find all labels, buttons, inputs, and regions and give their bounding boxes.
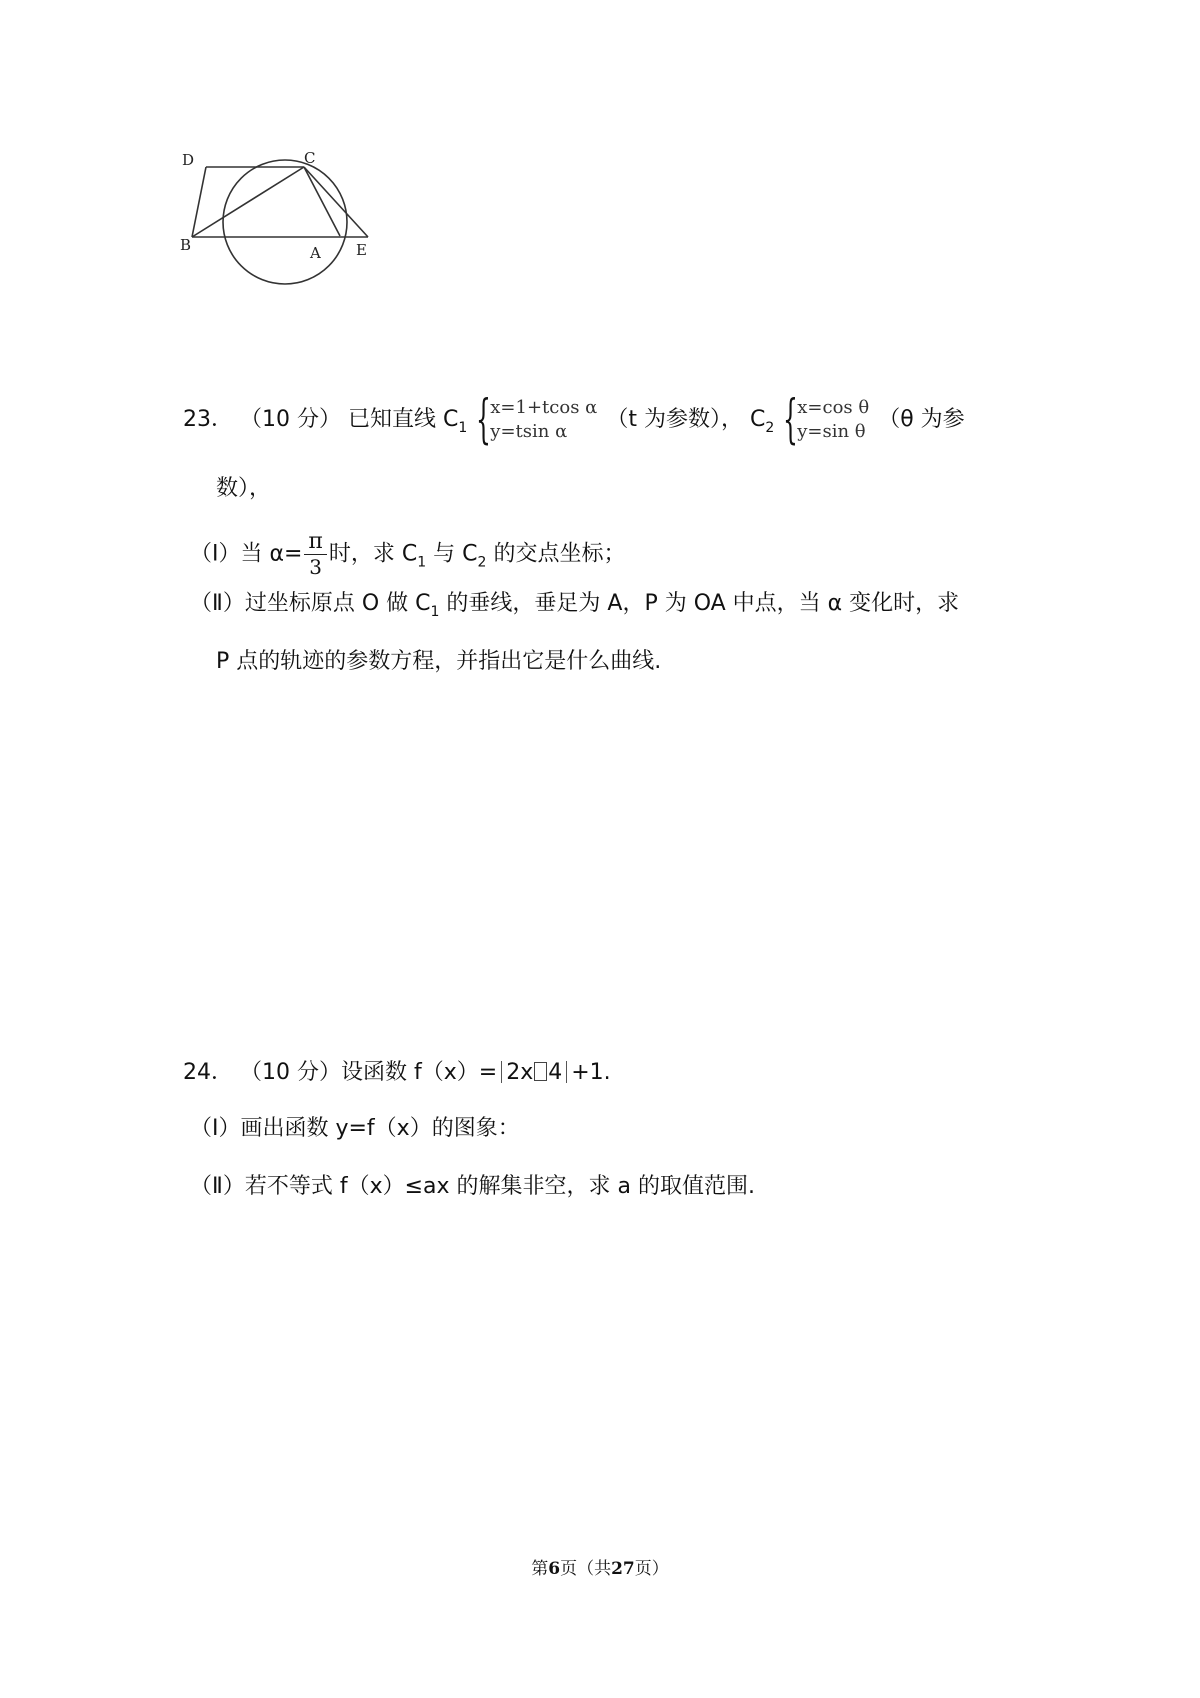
geometry-figure bbox=[180, 150, 410, 300]
q23-part1-text-a: 时，求 C bbox=[328, 541, 418, 567]
q23-part1-text-c: 的交点坐标； bbox=[486, 541, 626, 567]
c2-row-x: x=cos θ bbox=[797, 397, 870, 418]
footer-total-pages: 27 bbox=[611, 1559, 635, 1579]
left-brace: { bbox=[476, 390, 492, 450]
q24-part1: （Ⅰ）画出函数 y=f（x）的图象： bbox=[190, 1116, 520, 1141]
footer-page-number: 6 bbox=[548, 1559, 561, 1579]
c2-subscript: 2 bbox=[765, 420, 775, 436]
q23-part1-label: （Ⅰ）当 α= bbox=[190, 541, 303, 567]
abs-bar-right bbox=[566, 1061, 567, 1083]
abs-after: 4 bbox=[548, 1060, 563, 1085]
footer-post: 页） bbox=[634, 1559, 669, 1579]
q23-part2-text-b: 的垂线，垂足为 A，P 为 OA 中点，当 α 变化时，求 bbox=[439, 591, 960, 616]
c1-row-x: x=1+tcos α bbox=[490, 397, 598, 418]
q23-part1-text-b: 与 C bbox=[426, 541, 478, 567]
c2-row-y: y=sin θ bbox=[797, 421, 866, 442]
segment-ce bbox=[304, 167, 368, 237]
label-a: A bbox=[310, 244, 321, 262]
q23-part2-text-a: （Ⅱ）过坐标原点 O 做 C bbox=[190, 591, 431, 616]
q24-stem-end: +1. bbox=[571, 1060, 611, 1085]
q23-param1: （t 为参数）， bbox=[606, 407, 743, 432]
q23-stem bbox=[183, 390, 965, 450]
segment-db bbox=[192, 167, 206, 237]
q24-stem bbox=[183, 1058, 611, 1088]
label-c: C bbox=[304, 150, 316, 167]
sub-2: 2 bbox=[477, 554, 487, 571]
q23-number: 23． bbox=[183, 407, 233, 432]
label-e: E bbox=[356, 241, 367, 259]
q24-part2: （Ⅱ）若不等式 f（x）≤ax 的解集非空，求 a 的取值范围. bbox=[190, 1174, 755, 1199]
q23-param2: （θ 为参 bbox=[878, 407, 965, 432]
q24-stem-text: 设函数 f（x）= bbox=[341, 1060, 498, 1085]
q23-stem-cont: 数）， bbox=[216, 476, 272, 501]
q23-part2-cont: P 点的轨迹的参数方程，并指出它是什么曲线. bbox=[216, 649, 662, 674]
sub-1: 1 bbox=[430, 604, 440, 620]
abs-inner: 2x bbox=[506, 1060, 534, 1085]
c1-system bbox=[476, 390, 598, 450]
q24-number: 24． bbox=[183, 1060, 233, 1085]
frac-denominator: 3 bbox=[309, 555, 323, 579]
missing-glyph-icon bbox=[534, 1062, 547, 1081]
segment-bc bbox=[192, 167, 304, 237]
abs-bar-left bbox=[501, 1061, 502, 1083]
q23-part2 bbox=[190, 589, 959, 627]
q23-score: （10 分） bbox=[240, 407, 341, 432]
footer-mid: 页（共 bbox=[560, 1559, 612, 1579]
q24-score: （10 分） bbox=[240, 1060, 341, 1085]
sub-1: 1 bbox=[417, 554, 427, 571]
c1-row-y: y=tsin α bbox=[490, 421, 568, 442]
page-footer bbox=[0, 1554, 1200, 1579]
label-d: D bbox=[182, 151, 195, 169]
c2-system bbox=[783, 390, 870, 450]
c2-label: C bbox=[749, 407, 766, 432]
footer-pre: 第 bbox=[531, 1559, 549, 1579]
label-b: B bbox=[180, 236, 192, 254]
q23-stem-text: 已知直线 C bbox=[348, 407, 459, 432]
frac-numerator: π bbox=[304, 530, 326, 555]
q23-part1 bbox=[190, 530, 625, 579]
c1-subscript: 1 bbox=[458, 420, 468, 436]
pi-over-3 bbox=[304, 530, 326, 579]
left-brace: { bbox=[783, 390, 799, 450]
